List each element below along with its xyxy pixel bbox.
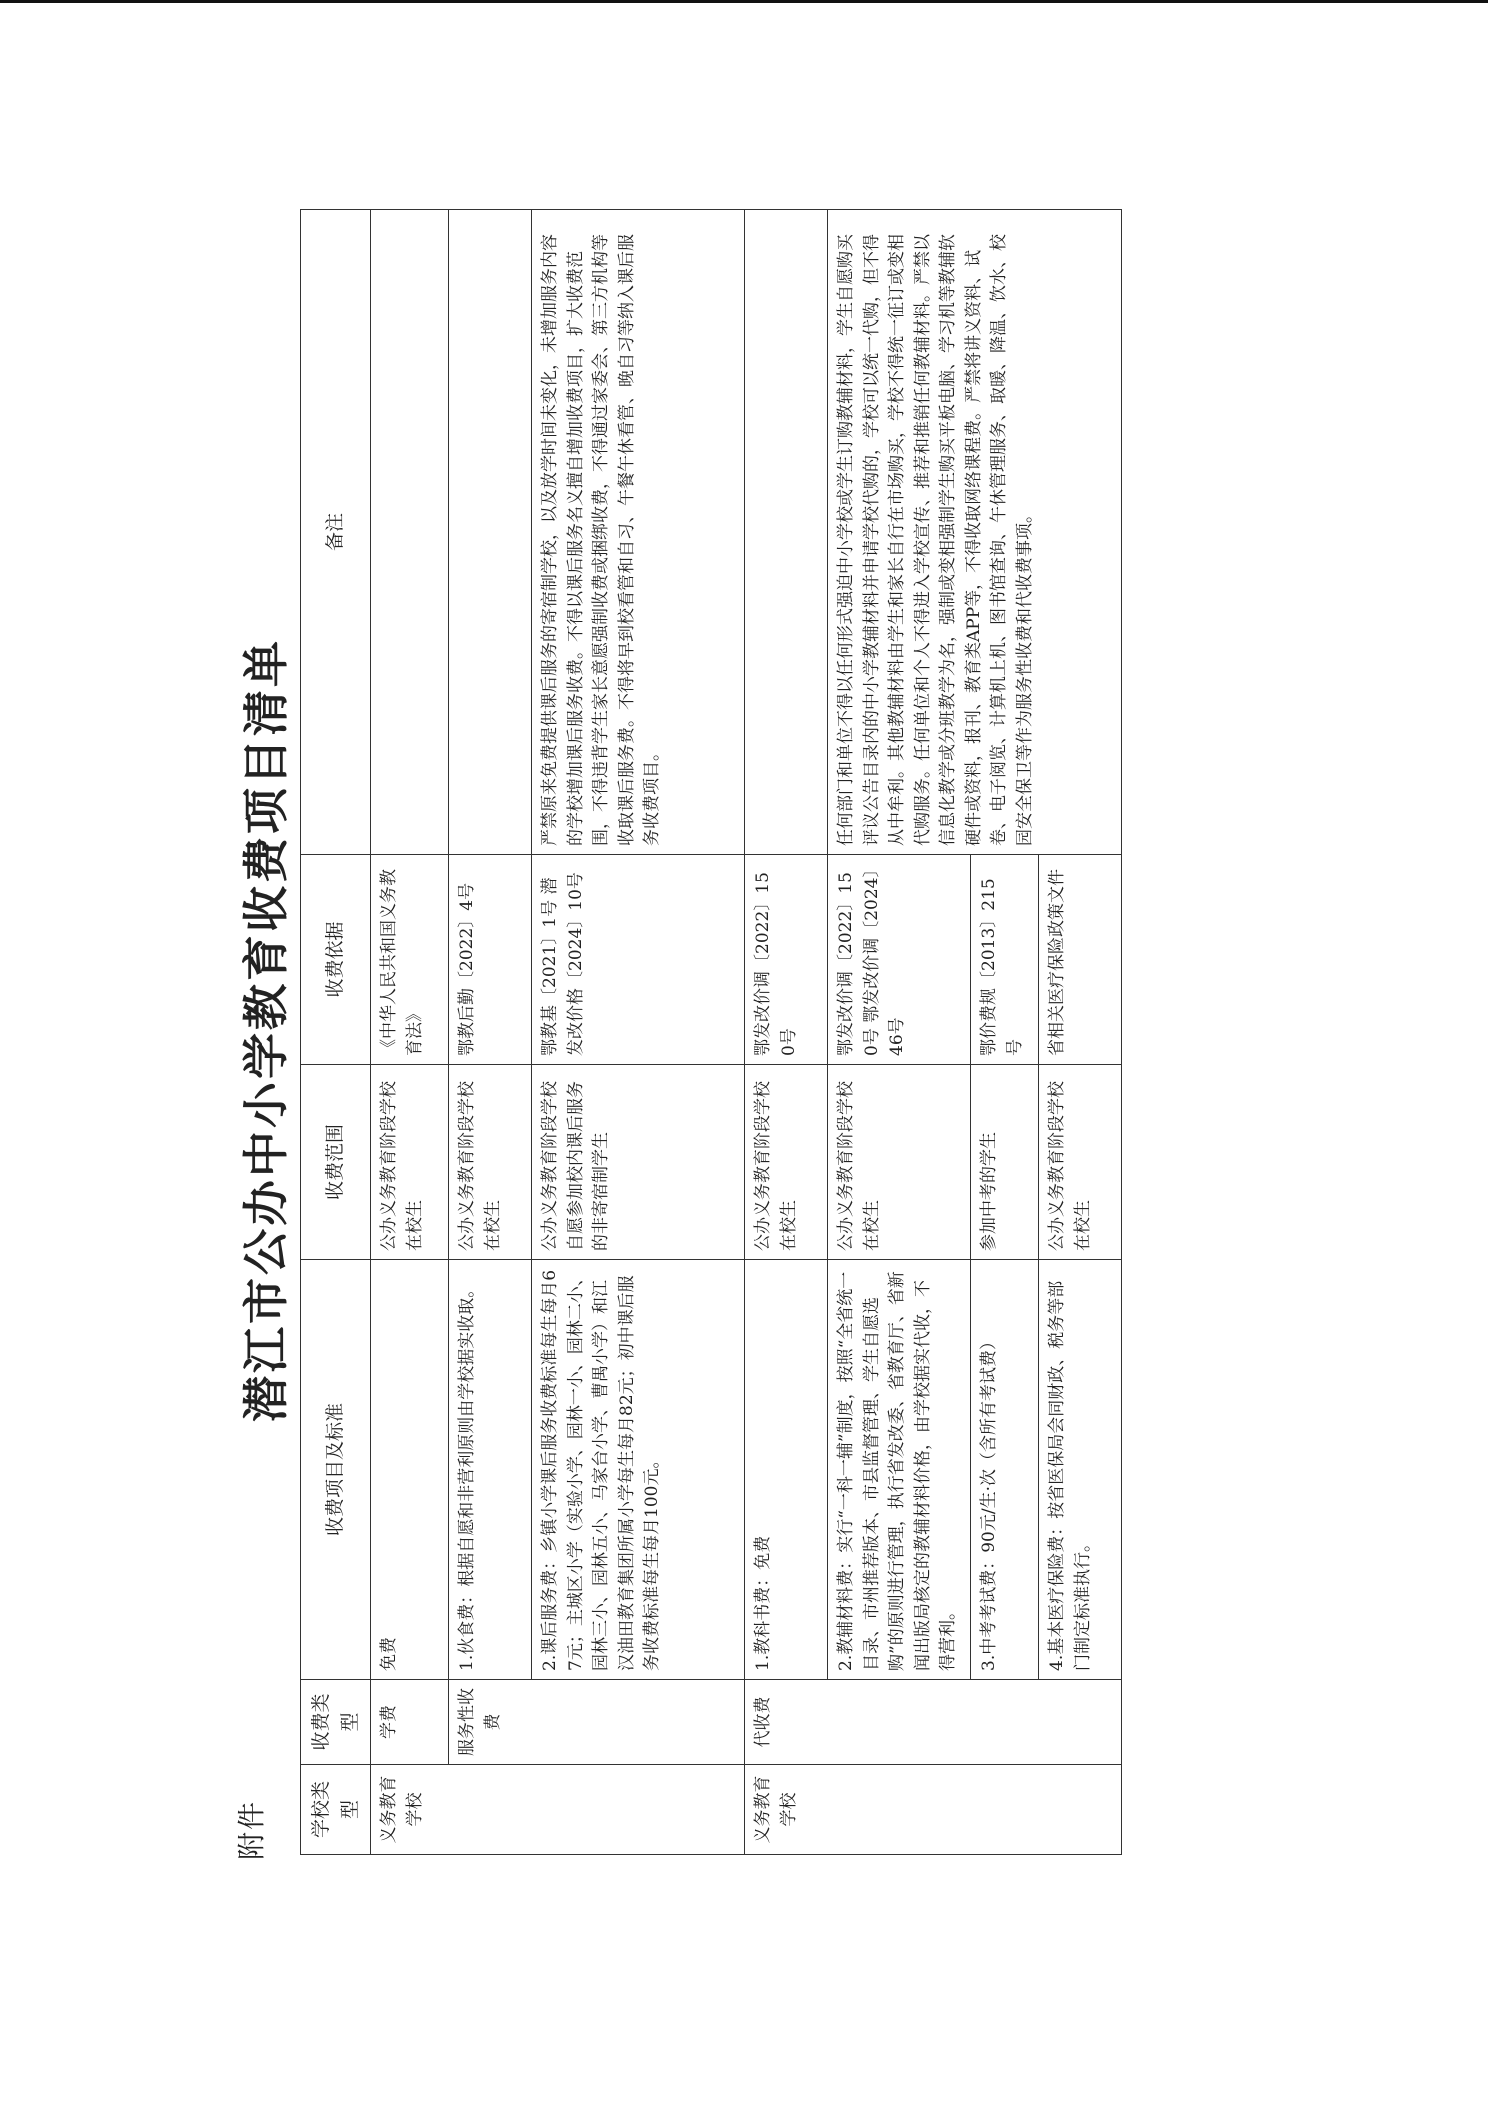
item-cell: 1.教科书费：免费: [745, 1260, 828, 1680]
basis-cell: 鄂发改价调〔2022〕150号: [745, 855, 828, 1065]
scope-cell: 公办义务教育阶段学校在校生: [828, 1065, 971, 1260]
remark-cell: [371, 210, 449, 855]
header-item-standard: 收费项目及标准: [301, 1260, 371, 1680]
scope-cell: 公办义务教育阶段学校在校生: [1039, 1065, 1122, 1260]
header-remarks: 备注: [301, 210, 371, 855]
table-row: [371, 210, 449, 1855]
scan-edge-line: [0, 0, 1488, 3]
page-title: 潜江市公办中小学教育收费项目清单: [239, 638, 293, 1422]
table-header-row: [301, 210, 371, 1855]
basis-cell: 鄂教后勤〔2022〕4号: [449, 855, 532, 1065]
basis-cell: 《中华人民共和国义务教育法》: [371, 855, 449, 1065]
scope-cell: 参加中考的学生: [971, 1065, 1039, 1260]
header-school-type: 学校类型: [301, 1765, 371, 1855]
basis-cell: 省相关医疗保险政策文件: [1039, 855, 1122, 1065]
scope-cell: 公办义务教育阶段学校在校生: [371, 1065, 449, 1260]
remark-cell: 严禁原来免费提供课后服务的寄宿制学校，以及放学时间未变化，未增加服务内容的学校增加课后服务收费。不得以课后服务名义擅自增加收费项目，扩大收费范围，不得违背学生家长意愿强制收费或捆绑收费，不得通过家委会、第三方机构等收取课后服务费。不得将早到校看管和自习、午餐午休看管、晚自习等纳入课后服务收费项目。: [532, 210, 745, 855]
item-cell: 1.伙食费：根据自愿和非营利原则由学校据实收取。: [449, 1260, 532, 1680]
item-cell: 3.中考考试费：90元/生·次（含所有考试费）: [971, 1260, 1039, 1680]
school-type-cell: 义务教育学校: [371, 1765, 745, 1855]
table-row: [449, 210, 532, 1855]
annex-label: 附件: [235, 1799, 268, 1860]
header-basis: 收费依据: [301, 855, 371, 1065]
item-cell: 4.基本医疗保险费：按省医保局会同财政、税务等部门制定标准执行。: [1039, 1260, 1122, 1680]
scope-cell: 公办义务教育阶段学校自愿参加校内课后服务的非寄宿制学生: [532, 1065, 745, 1260]
item-cell: 2.教辅材料费：实行“一科一辅”制度，按照“全省统一目录、市州推荐版本、市县监督管理、学生自愿选购”的原则进行管理，执行省发改委、省教育厅、省新闻出版局核定的教辅材料价格，由学校据实代收，不得营利。: [828, 1260, 971, 1680]
table-row: [745, 210, 828, 1855]
fee-type-cell: 服务性收费: [449, 1680, 745, 1765]
table-row: [532, 210, 745, 1855]
remark-cell: [745, 210, 828, 855]
basis-cell: 鄂教基〔2021〕1号 潜发改价格〔2024〕10号: [532, 855, 745, 1065]
header-scope: 收费范围: [301, 1065, 371, 1260]
fee-type-cell: 代收费: [745, 1680, 1122, 1765]
basis-cell: 鄂发改价调〔2022〕150号 鄂发改价调〔2024〕46号: [828, 855, 971, 1065]
item-cell: 免费: [371, 1260, 449, 1680]
scope-cell: 公办义务教育阶段学校在校生: [449, 1065, 532, 1260]
rotated-page: [230, 160, 1230, 1860]
remark-cell: [449, 210, 532, 855]
fee-type-cell: 学费: [371, 1680, 449, 1765]
school-type-cell: 义务教育学校: [745, 1765, 1122, 1855]
table-row: [828, 210, 971, 1855]
item-cell: 2.课后服务费：乡镇小学课后服务收费标准每生每月67元；主城区小学（实验小学、园林一小、园林二小、园林三小、园林五小、马家台小学、曹禺小学）和江汉油田教育集团所属小学每生每月82元；初中课后服务收费标准每生每月100元。: [532, 1260, 745, 1680]
fee-table: [300, 209, 1122, 1855]
header-fee-type: 收费类型: [301, 1680, 371, 1765]
scope-cell: 公办义务教育阶段学校在校生: [745, 1065, 828, 1260]
basis-cell: 鄂价费规〔2013〕215号: [971, 855, 1039, 1065]
remark-cell: 任何部门和单位不得以任何形式强迫中小学校或学生订购教辅材料，学生自愿购买评议公告目录内的中小学教辅材料并申请学校代购的，学校可以统一代购，但不得从中牟利。其他教辅材料由学生和家长自行在市场购买，学校不得统一征订或变相代购服务。任何单位和个人不得进入学校宣传、推荐和推销任何教辅材料。严禁以信息化教学或分班教学为名，强制或变相强制学生购买平板电脑、学习机等教辅软硬件或资料，报刊、教育类APP等，不得收取网络课程费。严禁将讲义资料、试卷、电子阅览、计算机上机、图书馆查询、午休管理服务、取暖、降温、饮水、校园安全保卫等作为服务性收费和代收费事项。: [828, 210, 1122, 855]
